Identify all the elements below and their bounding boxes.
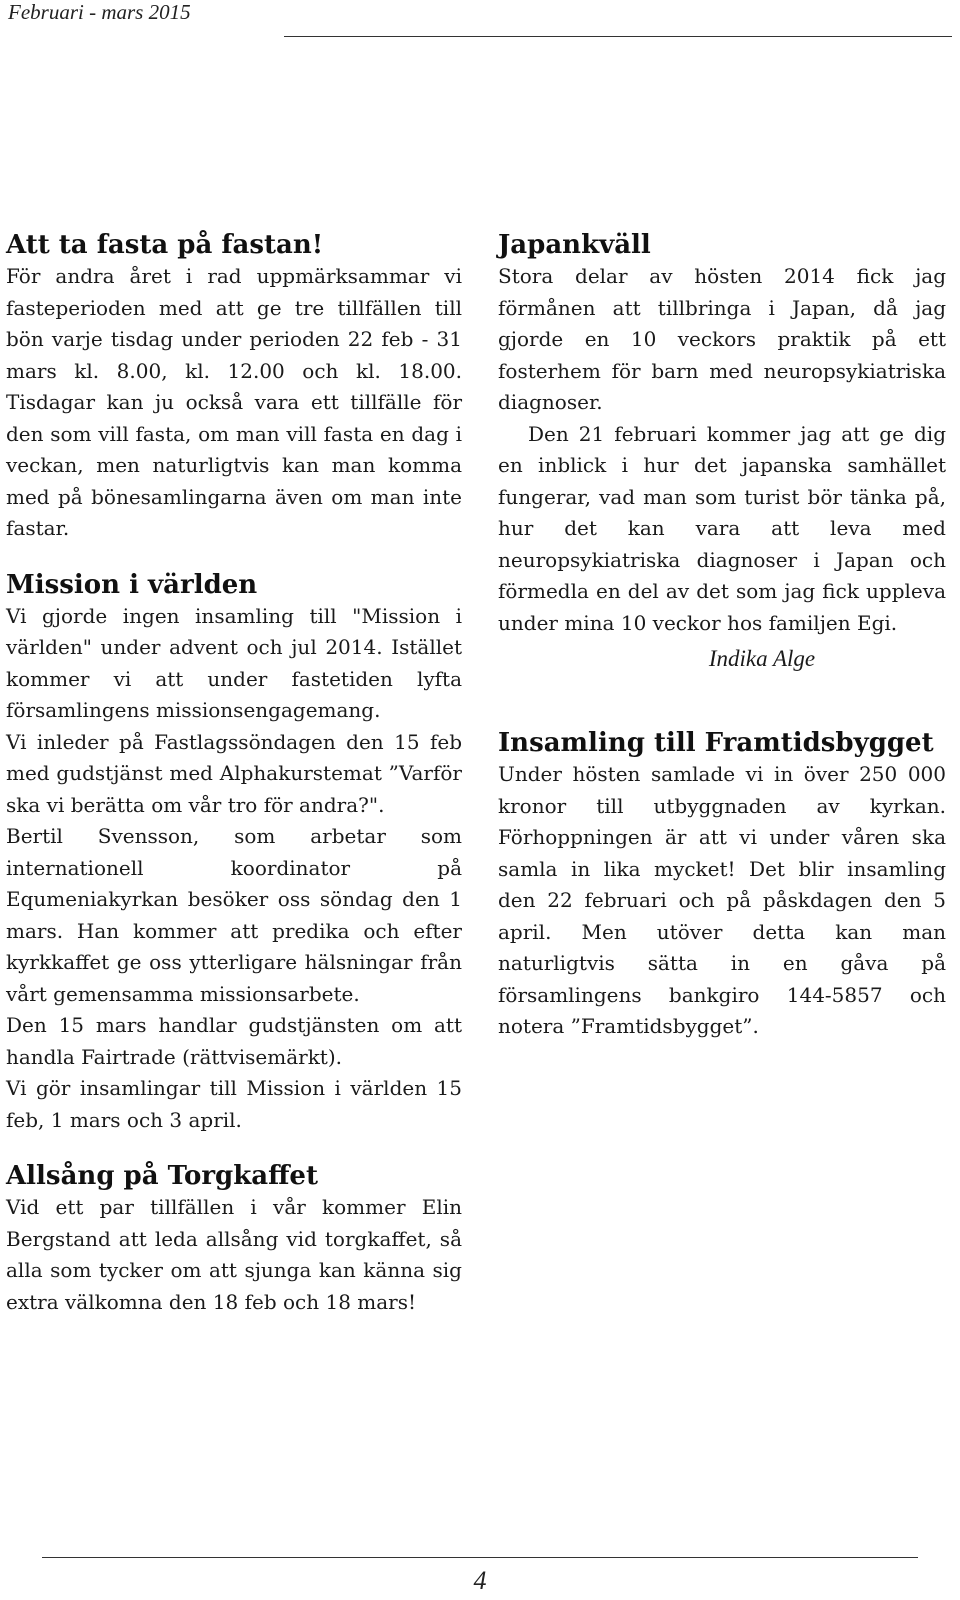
article-paragraph: Vi inleder på Fastlagssöndagen den 15 feb med gudstjänst med Alphakurstemat ”Varför ska vi berätta om vår tro för andra?". [6, 729, 462, 817]
article-paragraph: Den 21 februari kommer jag att ge dig en inblick i hur det japanska samhället fungerar, vad man som turist bör tänka på, hur det kan vara att leva med neuropsykiatriska diagnoser i Japan och förmedla en del av det som jag fick uppleva under mina 10 veckor hos familjen Egi. [498, 421, 946, 635]
article-allsang [6, 1160, 462, 1318]
article-heading: Insamling till Framtidsbygget [498, 728, 934, 758]
article-paragraph: Stora delar av hösten 2014 fick jag förmånen att tillbringa i Japan, då jag gjorde en 10 veckors praktik på ett fosterhem för barn med neuropsykiatriska diagnoser. [498, 264, 946, 414]
article-framtid [498, 727, 946, 1043]
footer-divider [42, 1557, 918, 1558]
right-column [498, 229, 946, 1043]
article-paragraph: Under hösten samlade vi in över 250 000 kronor till utbyggnaden av kyrkan. Förhoppningen är att vi under våren ska samla in lika mycket! Det blir insamling den 22 februari och på påskdagen den 5 april. Men utöver detta kan man naturligtvis sätta in en gåva på församlingens bankgiro 144-5857 och notera ”Framtidsbygget”. [498, 762, 946, 1038]
article-paragraph: Den 15 mars handlar gudstjänsten om att handla Fairtrade (rättvisemärkt). [6, 1013, 462, 1069]
article-paragraph: För andra året i rad uppmärksammar vi fasteperioden med att ge tre tillfällen till bön varje tisdag under perioden 22 feb - 31 mars kl. 8.00, kl. 12.00 och kl. 18.00. Tisdagar kan ju också vara ett tillfälle för den som vill fasta, om man vill fasta en dag i veckan, men naturligtvis kan man komma med på bönesamlingarna även om man inte fastar. [6, 264, 462, 540]
author-signature: Indika Alge [708, 646, 816, 671]
left-column [6, 229, 462, 1318]
article-paragraph: Vi gör insamlingar till Mission i världen 15 feb, 1 mars och 3 april. [6, 1076, 462, 1132]
issue-date: Februari - mars 2015 [8, 0, 191, 24]
article-paragraph: Vi gjorde ingen insamling till "Mission i världen" under advent och jul 2014. Istället kommer vi att under fastetiden lyfta församlingens missionsengagemang. [6, 603, 462, 722]
page-number: 4 [473, 1566, 487, 1595]
page-header [8, 0, 952, 36]
article-heading: Allsång på Torgkaffet [6, 1161, 318, 1191]
header-divider [284, 36, 952, 37]
article-mission [6, 569, 462, 1137]
article-heading: Att ta fasta på fastan! [6, 230, 324, 260]
article-heading: Japankväll [498, 230, 651, 260]
article-paragraph: Vid ett par tillfällen i vår kommer Elin Bergstand att leda allsång vid torgkaffet, så alla som tycker om att sjunga kan känna sig extra välkomna den 18 feb och 18 mars! [6, 1195, 462, 1314]
article-paragraph: Bertil Svensson, som arbetar som internationell koordinator på Equmeniakyrkan besöker oss söndag den 1 mars. Han kommer att predika och efter kyrkkaffet ge oss ytterligare hälsningar från vårt gemensamma missionsarbete. [6, 824, 462, 1006]
article-japan [498, 229, 946, 675]
article-heading: Mission i världen [6, 569, 258, 600]
article-fasta [6, 229, 462, 545]
